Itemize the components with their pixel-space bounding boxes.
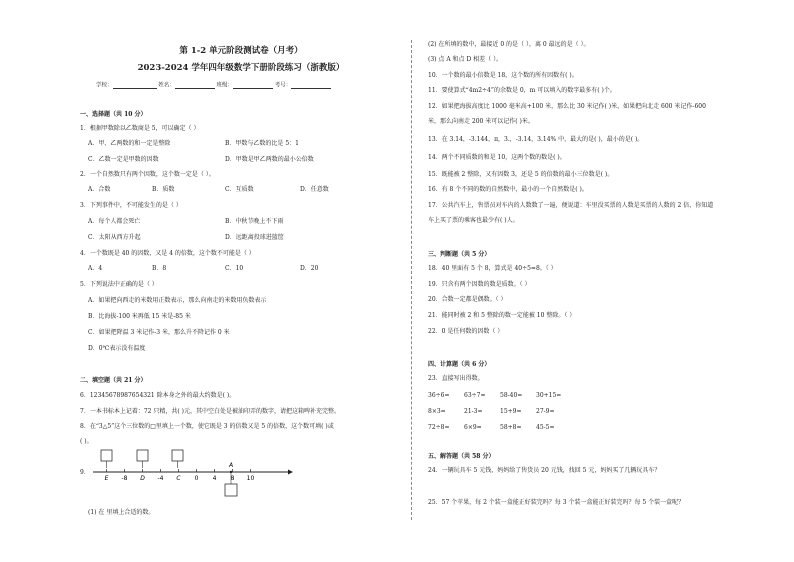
question-24: 24．一辆玩具车 5 元钱，妈妈给了售货员 20 元钱，找回 5 元，妈妈买了几辆玩具车？ [428, 467, 661, 474]
question-7: 7．一本书标本上记着：72 只精，共( )元，其中空白处是被油印弄的数字，请把这箱啤补充完整。 [80, 408, 340, 415]
calc-item: 8×3= [428, 408, 446, 415]
tick-label: -4 [157, 475, 164, 482]
q2-option-d: D．任意数 [300, 186, 329, 193]
exam-no-label: 考号： [274, 82, 292, 89]
name-field[interactable] [175, 82, 215, 89]
calc-item: 6×9= [464, 424, 482, 431]
question-15: 15．既能被 2 整除，又有因数 3，还是 5 的倍数的最小三位数是( )。 [428, 171, 614, 178]
answer-box-3[interactable] [172, 450, 183, 461]
page-title: 第 1-2 单元阶段测试卷（月考） [179, 46, 303, 56]
question-1: 1．根据甲数除以乙数商是 5，可以确定（ ） [80, 125, 200, 132]
calc-item: 45-5= [536, 424, 555, 431]
class-field[interactable] [233, 82, 273, 89]
question-21: 21．能同时被 2 和 5 整除的数一定能被 10 整除。（ ） [428, 312, 576, 319]
answer-box-1[interactable] [101, 450, 112, 461]
question-16: 16．有 8 个不同的数的自然数中，最小的一个自然数是( )。 [428, 186, 588, 193]
question-12: 12．如果把海拔高度比 1000 毫米高+100 米，那么比 30 米记作( )米，如果把向北走 600 米记作-600 [428, 103, 706, 110]
question-10: 10．一个数的最小倍数是 18，这个数的所有因数有( )。 [428, 72, 578, 79]
q3-option-d: D．远距离投球进篮筐 [225, 234, 284, 241]
calc-item: 58-40= [500, 392, 523, 399]
calc-item: 30+15= [536, 392, 562, 399]
exam-no-field[interactable] [291, 82, 331, 89]
question-9-sub2: (2) 在所填的数中，最接近 0 的是（ ），离 0 最远的是（ ）。 [428, 41, 590, 48]
question-8-cont: ( )。 [80, 438, 93, 445]
tick-label: -8 [121, 475, 128, 482]
q4-option-b: B．8 [152, 265, 167, 272]
column-divider [411, 40, 412, 520]
section-judge: 三、判断题（共 5 分） [428, 251, 491, 258]
answer-box-4[interactable] [225, 484, 237, 496]
calc-item: 36÷6= [428, 392, 450, 399]
q5-option-c: C．如果把降温 3 米记作-3 米，那么升不降记作 0 米 [88, 329, 230, 336]
q2-option-b: B．质数 [152, 186, 175, 193]
arrow-right-icon [288, 470, 293, 475]
q3-option-b: B．中秋节晚上不下雨 [225, 218, 284, 225]
question-13: 13．在 3.14，-3.144，π，3.，-3.14，3.14% 中，最大的是( )，最小的是( )。 [428, 136, 644, 143]
tick-label: 8 [230, 475, 235, 482]
q5-option-a: A．如果把向西走的米数用正数表示，那么向南走的米数用负数表示 [88, 297, 267, 304]
q1-option-d: D．甲数是甲乙两数的最小公倍数 [225, 156, 314, 163]
calc-item: 72÷8= [428, 424, 450, 431]
calc-item: 27-9= [536, 408, 555, 415]
section-solve: 五、解答题（共 58 分） [428, 453, 495, 460]
question-12-cont: 米，那么向南走 200 米可以记作( )米。 [428, 118, 534, 125]
q2-option-c: C．互质数 [225, 186, 254, 193]
question-14: 14．两个不同质数的和是 10，这两个数的数是( )。 [428, 154, 566, 161]
school-label: 学校： [96, 82, 113, 89]
class-label: 班级： [216, 82, 234, 89]
page-subtitle: 2023-2024 学年四年级数学下册阶段练习（浙教版） [137, 63, 345, 73]
q1-option-c: C．乙数一定是甲数的因数 [88, 156, 159, 163]
question-3: 3．下列事件中，不可能发生的是（ ） [80, 202, 182, 209]
tick-label: C [176, 475, 181, 482]
section-calc: 四、计算题（共 6 分） [428, 361, 491, 368]
q1-option-b: B．甲数与乙数的比是 5：1 [225, 140, 299, 147]
tick-label: E [104, 475, 109, 482]
calc-item: 15+9= [500, 408, 522, 415]
q1-option-a: A．甲、乙两数的和一定是整除 [88, 140, 171, 147]
q2-option-a: A．合数 [88, 186, 111, 193]
calc-item: 63÷7= [464, 392, 486, 399]
question-8: 8．在“3△5”这个三位数的□里填上一个数，使它既是 3 的倍数又是 5 的倍数，这个数可填( )或 [80, 423, 334, 430]
tick-label: 0 [194, 475, 199, 482]
question-18: 18．40 里面有 5 个 8，算式是 40÷5=8。（ ） [428, 265, 557, 272]
question-6: 6．12345678987654321 除本身之外的最大约数是( )。 [80, 392, 236, 399]
question-23: 23．直接写出得数。 [428, 375, 484, 382]
tick-label: 10 [246, 475, 255, 482]
answer-box-2[interactable] [137, 450, 148, 461]
school-field[interactable] [113, 82, 157, 89]
section-fill: 二、填空题（共 21 分） [80, 377, 147, 384]
point-a-label: A [228, 462, 234, 469]
question-19: 19．只含有两个因数的数是质数。（ ） [428, 281, 531, 288]
q5-option-d: D．0℃表示没有温度 [88, 345, 146, 352]
question-9-sub3: (3) 点 A 和点 D 相差（ ）。 [428, 56, 503, 63]
q3-option-c: C．太阳从西方升起 [88, 234, 141, 241]
tick-label: D [140, 475, 145, 482]
question-2: 2．一个自然数只有两个因数，这个数一定是（ ）。 [80, 171, 215, 178]
question-22: 22．0 是任何数的因数（ ） [428, 328, 504, 335]
question-4: 4．一个数既是 40 的因数，又是 4 的倍数，这个数不可能是（ ） [80, 250, 255, 257]
question-9-sub1: (1) 在 里填上合适的数。 [88, 509, 155, 516]
q3-option-a: A．每个人都会死亡 [88, 218, 141, 225]
question-17: 17．公共汽车上，售票员对车内的人数数了一遍，便说道：车里没买票的人数是买票的人数的 2 倍，你知道 [428, 202, 714, 209]
calc-item: 58+8= [500, 424, 522, 431]
q4-option-d: D．20 [300, 265, 319, 272]
student-info-line [96, 82, 331, 89]
question-9-label: 9． [80, 469, 90, 476]
question-17-cont: 车上买了票的乘客也最少有( )人。 [428, 217, 519, 224]
question-25: 25．57 个苹果，每 2 个装一盒能正好装完吗？每 3 个装一盒能正好装完吗？每 5 个装一盒呢？ [428, 499, 685, 506]
q4-option-c: C．10 [225, 265, 244, 272]
tick-label: 4 [212, 475, 217, 482]
question-20: 20．合数一定都是偶数。（ ） [428, 296, 507, 303]
number-line [88, 448, 298, 500]
q5-option-b: B．比海拔-100 米再低 15 米是-85 米 [88, 313, 191, 320]
section-choice: 一、选择题（共 10 分） [80, 111, 147, 118]
calc-item: 21-3= [464, 408, 483, 415]
question-5: 5．下列说法中正确的是（ ） [80, 281, 158, 288]
q4-option-a: A．4 [88, 265, 103, 272]
question-11: 11．要使算式“4m2÷4”的余数是 0，m 可以填入的数字最多有( )个。 [428, 87, 616, 94]
name-label: 姓名： [158, 82, 175, 89]
